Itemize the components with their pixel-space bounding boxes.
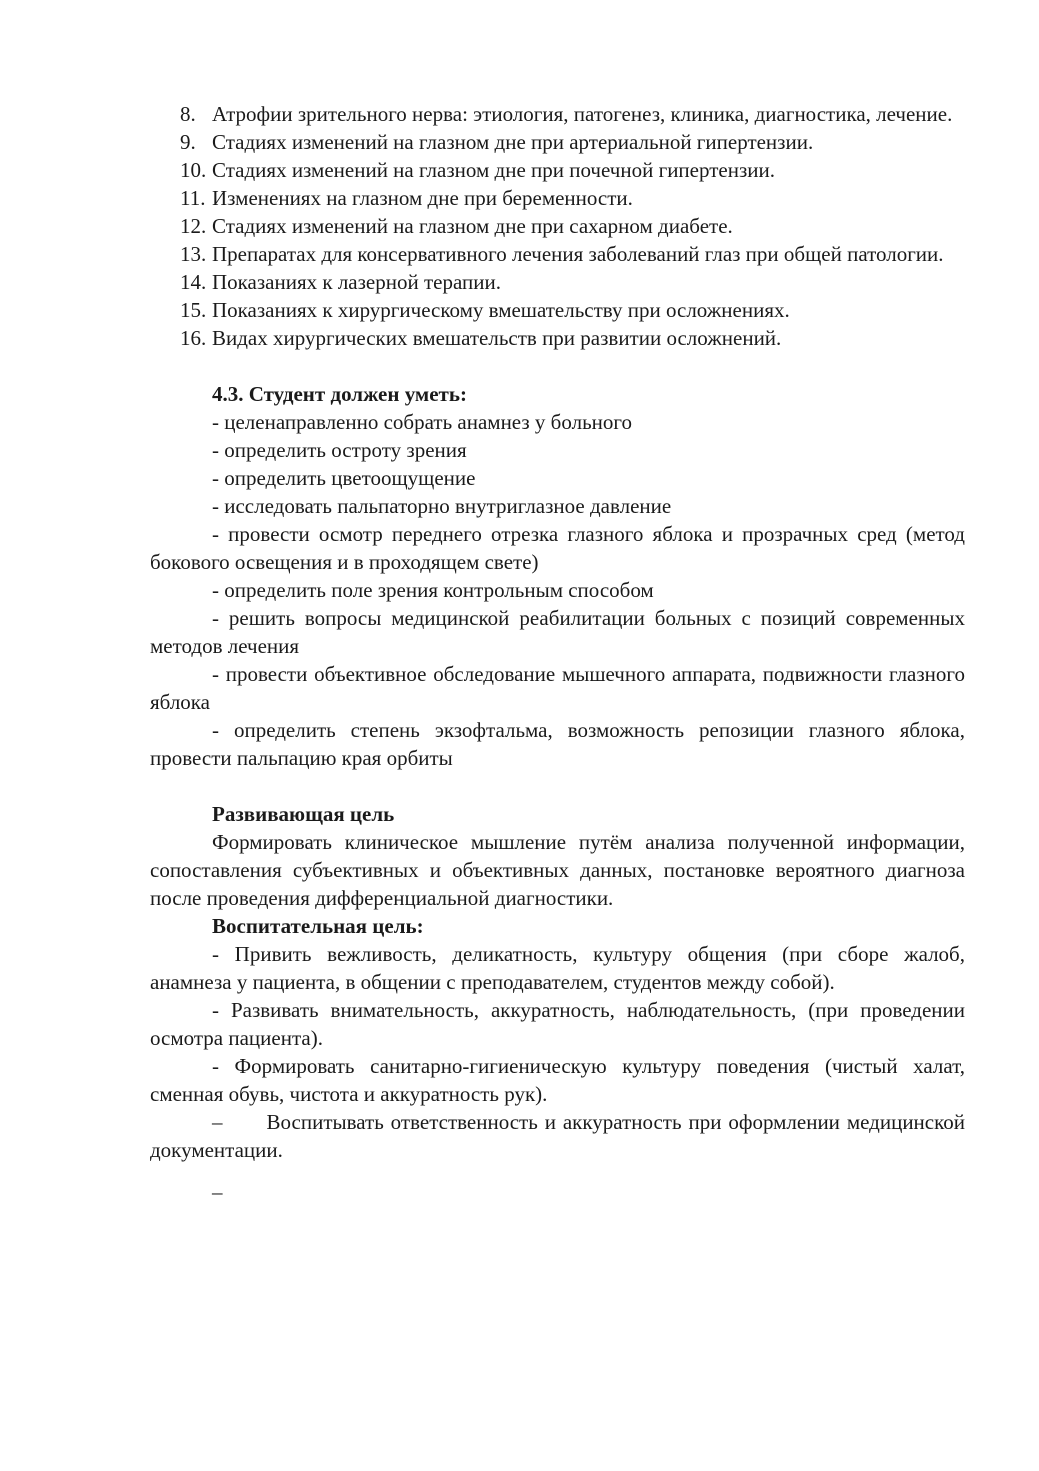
item-number: 15. bbox=[180, 298, 207, 322]
numbered-list bbox=[150, 100, 965, 352]
item-text: Стадиях изменений на глазном дне при сахарном диабете. bbox=[212, 214, 733, 238]
list-item bbox=[150, 268, 965, 296]
list-item bbox=[150, 100, 965, 128]
list-item bbox=[150, 184, 965, 212]
item-number: 14. bbox=[180, 270, 207, 294]
item-text: Показаниях к хирургическому вмешательству при осложнениях. bbox=[212, 298, 790, 322]
dash-marker: – bbox=[212, 1180, 223, 1204]
skill-item: - определить остроту зрения bbox=[212, 438, 467, 462]
developing-goal-heading: Развивающая цель bbox=[212, 802, 395, 826]
developing-goal-text: Формировать клиническое мышление путём анализа полученной информации, сопоставления субъективных и объективных данных, постановке вероятного диагноза после проведения дифференциальной диагностики. bbox=[150, 830, 965, 910]
dash-marker: – bbox=[212, 1110, 223, 1134]
educational-goal-heading: Воспитательная цель: bbox=[212, 914, 424, 938]
list-item bbox=[150, 324, 965, 352]
educational-goal-item: - Формировать санитарно-гигиеническую культуру поведения (чистый халат, сменная обувь, чистота и аккуратность рук). bbox=[150, 1054, 965, 1106]
item-text: Показаниях к лазерной терапии. bbox=[212, 270, 501, 294]
item-text: Стадиях изменений на глазном дне при почечной гипертензии. bbox=[212, 158, 775, 182]
educational-goal-item: - Развивать внимательность, аккуратность, наблюдательность, (при проведении осмотра пациента). bbox=[150, 998, 965, 1050]
spacer bbox=[150, 1164, 965, 1178]
item-number: 12. bbox=[180, 214, 207, 238]
list-item bbox=[150, 128, 965, 156]
skill-item: - провести осмотр переднего отрезка глазного яблока и прозрачных сред (метод бокового освещения и в проходящем свете) bbox=[150, 522, 965, 574]
list-item bbox=[150, 296, 965, 324]
skill-item: - исследовать пальпаторно внутриглазное давление bbox=[212, 494, 672, 518]
item-text: Атрофии зрительного нерва: этиология, патогенез, клиника, диагностика, лечение. bbox=[212, 102, 953, 126]
list-item bbox=[150, 212, 965, 240]
item-number: 10. bbox=[180, 158, 207, 182]
skill-item: - определить степень экзофтальма, возможность репозиции глазного яблока, провести пальпацию края орбиты bbox=[150, 718, 965, 770]
educational-goal-item bbox=[150, 1108, 965, 1164]
skill-item: - определить поле зрения контрольным способом bbox=[212, 578, 654, 602]
item-text: Стадиях изменений на глазном дне при артериальной гипертензии. bbox=[212, 130, 814, 154]
item-number: 16. bbox=[180, 326, 207, 350]
spacer bbox=[150, 352, 965, 380]
educational-goal-text: Воспитывать ответственность и аккуратность при оформлении медицинской документации. bbox=[150, 1110, 965, 1162]
educational-goal-item: - Привить вежливость, деликатность, культуру общения (при сборе жалоб, анамнеза у пациента, в общении с преподавателем, студентов между собой). bbox=[150, 942, 965, 994]
skill-item: - определить цветоощущение bbox=[212, 466, 476, 490]
item-text: Изменениях на глазном дне при беременности. bbox=[212, 186, 633, 210]
item-number: 11. bbox=[180, 186, 206, 210]
list-item bbox=[150, 240, 965, 268]
section-heading-4-3: 4.3. Студент должен уметь: bbox=[212, 382, 467, 406]
spacer bbox=[150, 772, 965, 800]
item-text: Препаратах для консервативного лечения заболеваний глаз при общей патологии. bbox=[212, 242, 944, 266]
item-number: 9. bbox=[180, 130, 196, 154]
skill-item: - целенаправленно собрать анамнез у больного bbox=[212, 410, 632, 434]
skill-item: - провести объективное обследование мышечного аппарата, подвижности глазного яблока bbox=[150, 662, 965, 714]
skill-item: - решить вопросы медицинской реабилитации больных с позиций современных методов лечения bbox=[150, 606, 965, 658]
item-number: 8. bbox=[180, 102, 196, 126]
document-page bbox=[150, 100, 965, 1206]
list-item bbox=[150, 156, 965, 184]
item-text: Видах хирургических вмешательств при развитии осложнений. bbox=[212, 326, 782, 350]
item-number: 13. bbox=[180, 242, 207, 266]
